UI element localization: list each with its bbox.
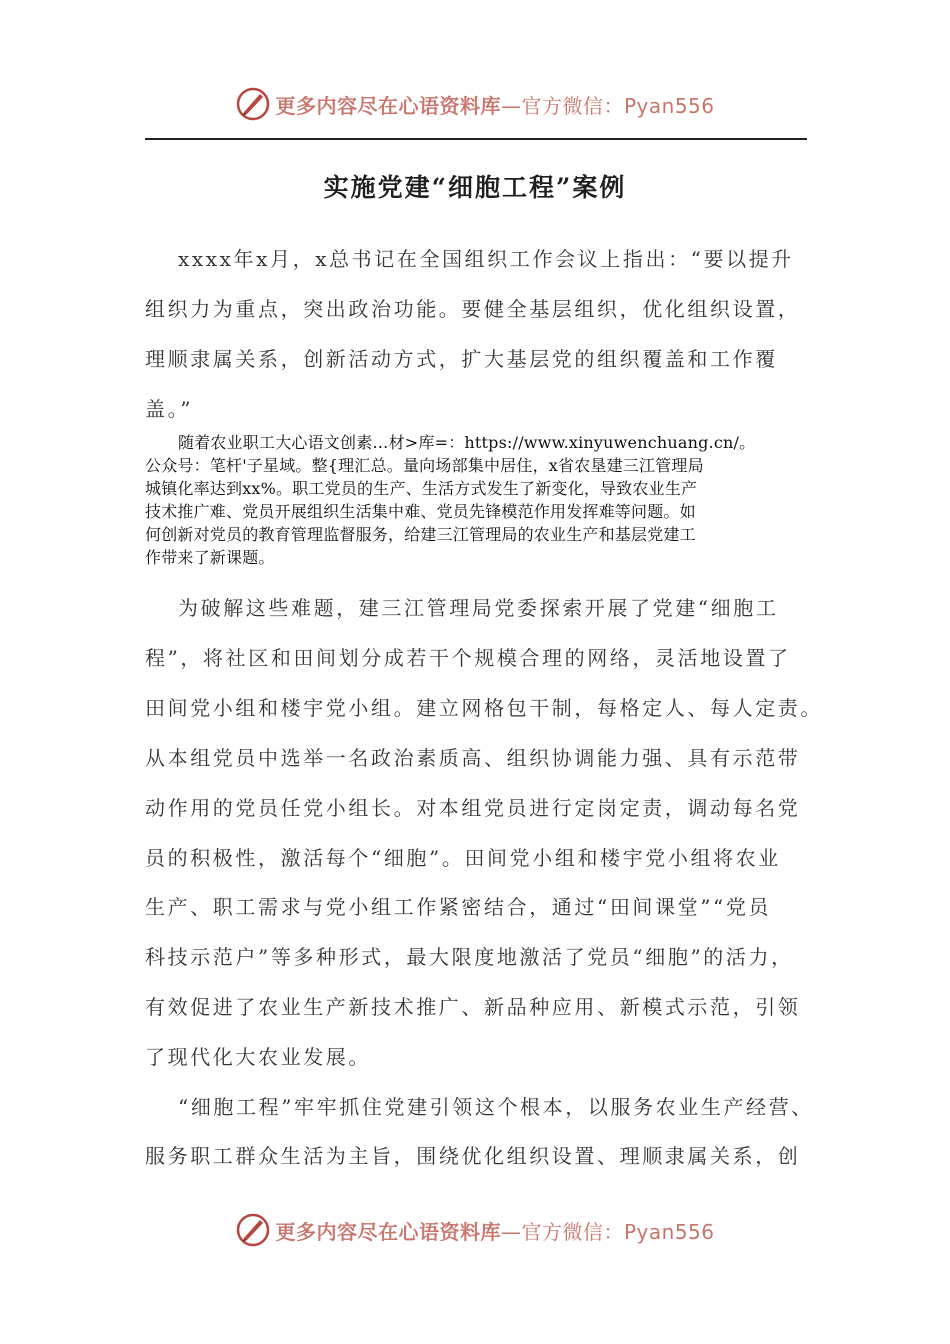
text-line: 理顺隶属关系，创新活动方式，扩大基层党的组织覆盖和工作覆 (145, 347, 778, 371)
text-line: 从本组党员中选举一名政治素质高、组织协调能力强、具有示范带 (145, 746, 801, 770)
dense-line: 公众号：笔杆'子星域。整{理汇总。量向场部集中居住，x省农垦建三江管理局 (145, 456, 704, 475)
page-title: 实施党建“细胞工程”案例 (323, 173, 627, 202)
banner-wechat-label: 官方微信： (521, 1219, 624, 1244)
text-line: 了现代化大农业发展。 (145, 1045, 371, 1069)
text-line: 组织力为重点，突出政治功能。要健全基层组织，优化组织设置， (145, 297, 801, 321)
banner-text: 更多内容尽在心语资料库 (275, 1219, 501, 1244)
text-line: 为破解这些难题，建三江管理局党委探索开展了党建“细胞工 (178, 596, 779, 620)
text-line: 盖。” (145, 397, 194, 421)
banner-wechat-id: Pyan556 (623, 93, 715, 118)
text-line: 科技示范户”等多种形式，最大限度地激活了党员“细胞”的活力， (145, 945, 794, 969)
dense-line: 作带来了新课题。 (145, 548, 275, 567)
quill-logo-icon (235, 86, 271, 122)
text-line: 有效促进了农业生产新技术推广、新品种应用、新模式示范，引领 (145, 995, 801, 1019)
text-line: 员的积极性，激活每个“细胞”。田间党小组和楼宇党小组将农业 (145, 846, 781, 870)
banner-wechat-id: Pyan556 (623, 1219, 715, 1244)
text-line: 动作用的党员任党小组长。对本组党员进行定岗定责，调动每名党 (145, 796, 801, 820)
banner-text: 更多内容尽在心语资料库 (275, 93, 501, 118)
text-line: 服务职工群众生活为主旨，围绕优化组织设置、理顺隶属关系，创 (145, 1144, 801, 1168)
dense-line: 随着农业职工大心语文创素…材>库=：https://www.xinyuwenchuang.cn/。 (178, 433, 756, 452)
quill-logo-icon (235, 1212, 271, 1248)
banner-separator: — (500, 1219, 522, 1244)
dense-line: 何创新对党员的教育管理监督服务，给建三江管理局的农业生产和基层党建工 (145, 525, 696, 544)
dense-line: 技术推广难、党员开展组织生活集中难、党员先锋模范作用发挥难等问题。如 (145, 502, 696, 521)
text-line: “细胞工程”牢牢抓住党建引领这个根本，以服务农业生产经营、 (178, 1095, 814, 1119)
banner-separator: — (500, 93, 522, 118)
banner-wechat-label: 官方微信： (521, 93, 624, 118)
text-line: 生产、职工需求与党小组工作紧密结合，通过“田间课堂”“党员 (145, 895, 772, 919)
header-banner (0, 84, 950, 124)
header-divider (145, 138, 807, 140)
dense-line: 城镇化率达到xx%。职工党员的生产、生活方式发生了新变化，导致农业生产 (145, 479, 698, 498)
footer-banner (0, 1210, 950, 1250)
text-line: 田间党小组和楼宇党小组。建立网格包干制，每格定人、每人定责。 (145, 696, 823, 720)
text-line: 程”，将社区和田间划分成若干个规模合理的网络，灵活地设置了 (145, 646, 791, 670)
text-line: xxxx年x月，x总书记在全国组织工作会议上指出：“要以提升 (178, 247, 794, 271)
